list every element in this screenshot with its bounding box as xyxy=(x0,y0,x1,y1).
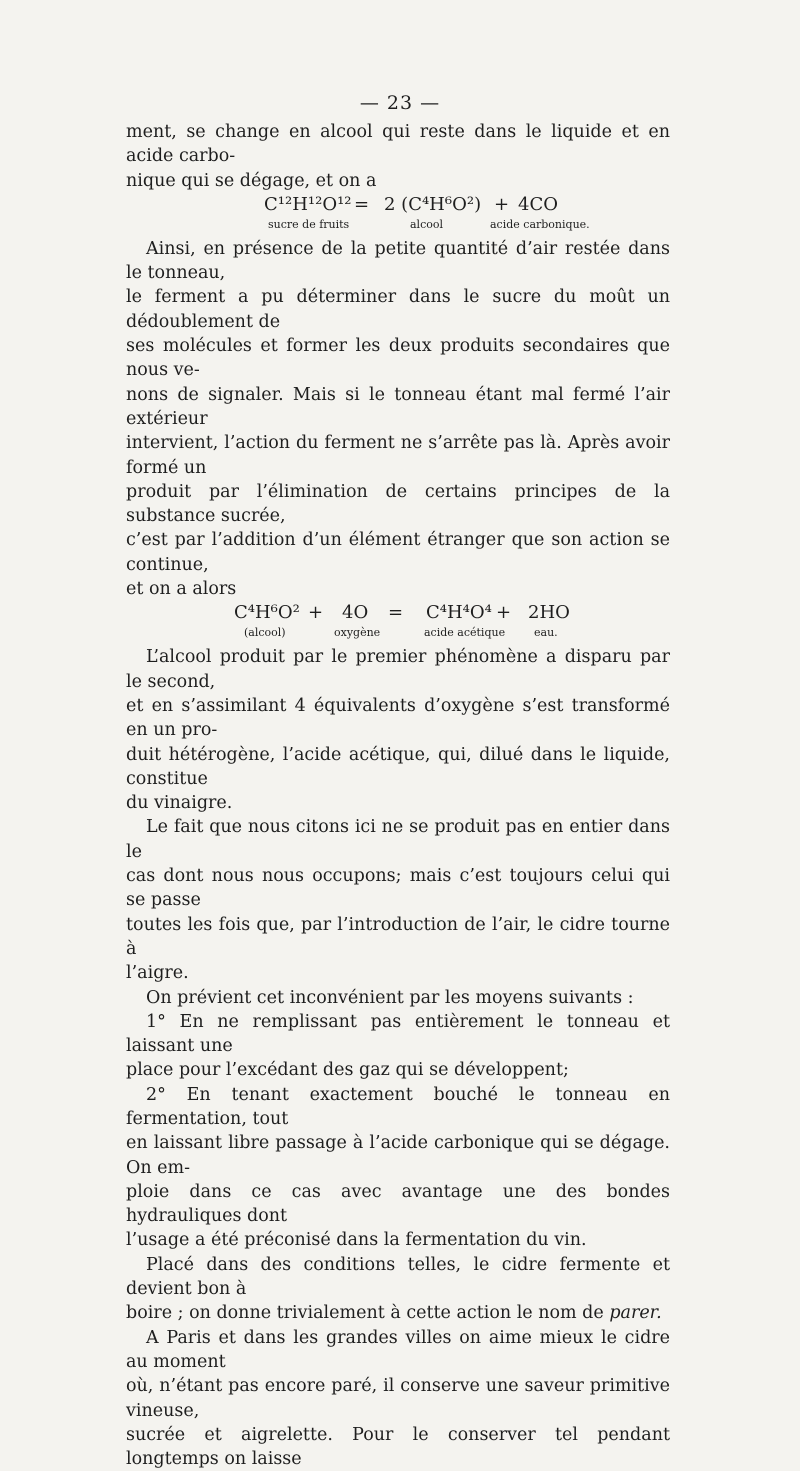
text-line: et on a alors xyxy=(126,579,237,600)
text-line: où, n’étant pas encore paré, il conserve une saveur primitive vineuse, xyxy=(126,1376,670,1421)
text-line: l’aigre. xyxy=(126,963,189,984)
italic-term: parer. xyxy=(609,1303,662,1324)
text-line: L’alcool produit par le premier phénomène a disparu par le second, xyxy=(126,647,670,692)
text-line: c’est par l’addition d’un élément étranger que son action se continue, xyxy=(126,530,670,575)
formula-plus: + xyxy=(496,602,512,624)
formula-sugar: C¹²H¹²O¹² xyxy=(264,193,352,215)
formula-fermentation-labels xyxy=(126,217,670,237)
paragraph-intro xyxy=(126,120,670,193)
text-segment: boire ; on donne trivialement à cette action le nom de xyxy=(126,1303,610,1324)
paragraph-ainsi xyxy=(126,237,670,601)
formula-alcohol: 2 (C⁴H⁶O²) xyxy=(384,193,482,215)
formula-acetic-acid: C⁴H⁴O⁴ xyxy=(426,602,492,624)
text-line: duit hétérogène, l’acide acétique, qui, dilué dans le liquide, constitue xyxy=(126,744,670,789)
paragraph-fait xyxy=(126,815,670,985)
formula-water: 2HO xyxy=(528,602,570,624)
text-line: produit par l’élimination de certains principes de la substance sucrée, xyxy=(126,481,670,527)
text-line: Le fait que nous citons ici ne se produit pas en entier dans le xyxy=(126,817,670,862)
paragraph-alcool xyxy=(126,645,670,815)
formula-oxygen: 4O xyxy=(342,602,369,624)
text-line: On prévient cet inconvénient par les moyens suivants : xyxy=(146,987,634,1008)
formula-plus: + xyxy=(494,193,510,215)
paragraph-previent xyxy=(126,986,670,1010)
text-line: place pour l’excédant des gaz qui se développent; xyxy=(126,1060,569,1081)
text-line: ses molécules et former les deux produits secondaires que nous ve- xyxy=(126,336,670,381)
label-alcohol: alcool xyxy=(410,217,443,231)
text-line: Ainsi, en présence de la petite quantité d’air restée dans le tonneau, xyxy=(126,238,670,284)
formula-plus: + xyxy=(308,602,324,624)
text-line: ploie dans ce cas avec avantage une des bondes hydrauliques dont xyxy=(126,1181,670,1227)
formula-acetic-labels xyxy=(126,625,670,645)
paragraph-paris xyxy=(126,1326,670,1471)
text-line: A Paris et dans les grandes villes on aime mieux le cidre au moment xyxy=(126,1327,670,1372)
formula-equals: = xyxy=(354,193,370,215)
formula-co2: 4CO xyxy=(518,193,558,215)
formula-equals: = xyxy=(388,602,404,624)
label-alcohol: (alcool) xyxy=(244,626,286,640)
text-line: toutes les fois que, par l’introduction de l’air, le cidre tourne à xyxy=(126,914,670,959)
text-line: ment, se change en alcool qui reste dans le liquide et en acide carbo- xyxy=(126,122,670,167)
page-number: — 23 — xyxy=(359,92,441,114)
text-line: en laissant libre passage à l’acide carbonique qui se dégage. On em- xyxy=(126,1133,670,1178)
text-line: nique qui se dégage, et on a xyxy=(126,170,377,191)
paragraph-item-2 xyxy=(126,1083,670,1253)
text-line: intervient, l’action du ferment ne s’arrête pas là. Après avoir formé un xyxy=(126,433,670,478)
paragraph-item-1 xyxy=(126,1010,670,1083)
paragraph-place xyxy=(126,1253,670,1326)
formula-acetic xyxy=(126,601,670,625)
label-co2: acide carbonique. xyxy=(490,217,590,231)
text-line: Placé dans des conditions telles, le cidre fermente et devient bon à xyxy=(126,1254,670,1300)
text-line: nons de signaler. Mais si le tonneau étant mal fermé l’air extérieur xyxy=(126,384,670,429)
text-line: et en s’assimilant 4 équivalents d’oxygène s’est transformé en un pro- xyxy=(126,695,670,741)
text-line: 2° En tenant exactement bouché le tonneau en fermentation, tout xyxy=(126,1084,670,1129)
text-line xyxy=(126,1301,670,1325)
body-text xyxy=(126,120,670,1471)
text-line: le ferment a pu déterminer dans le sucre du moût un dédoublement de xyxy=(126,287,670,332)
text-line: l’usage a été préconisé dans la fermentation du vin. xyxy=(126,1230,587,1251)
label-acetic-acid: acide acétique xyxy=(424,626,506,640)
formula-alcohol: C⁴H⁶O² xyxy=(234,602,300,624)
label-water: eau. xyxy=(534,626,558,640)
label-sugar: sucre de fruits xyxy=(268,217,350,231)
text-line: cas dont nous nous occupons; mais c’est toujours celui qui se passe xyxy=(126,866,670,911)
text-line: 1° En ne remplissant pas entièrement le tonneau et laissant une xyxy=(126,1011,670,1057)
text-line: sucrée et aigrelette. Pour le conserver tel pendant longtemps on laisse xyxy=(126,1424,670,1470)
label-oxygen: oxygène xyxy=(334,626,381,640)
text-line: du vinaigre. xyxy=(126,793,233,814)
formula-fermentation xyxy=(126,193,670,217)
